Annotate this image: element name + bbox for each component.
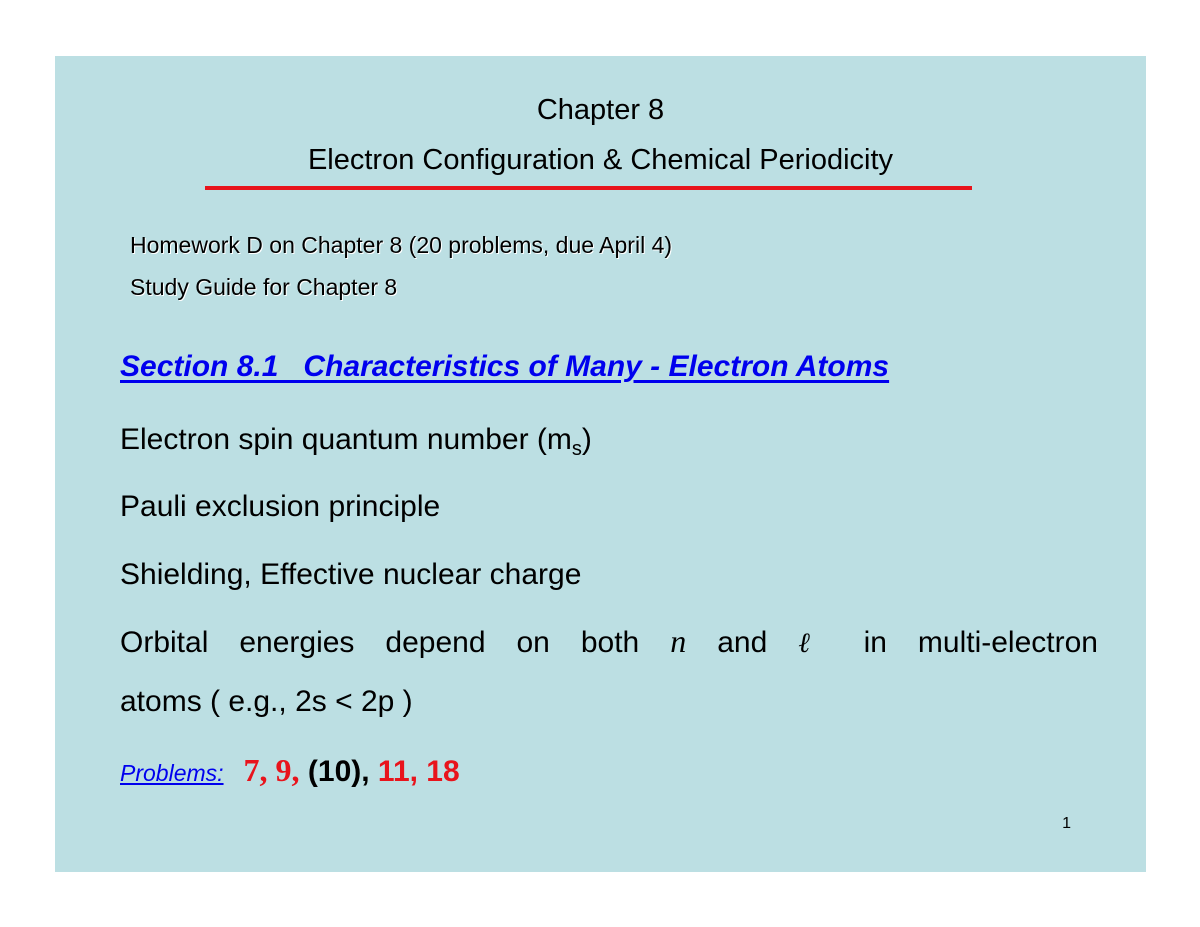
problems-list-a: 7, 9,: [243, 752, 300, 788]
bullet-text: and: [717, 626, 768, 659]
problems-list-b: (10),: [307, 755, 370, 788]
section-heading: Section 8.1 Characteristics of Many - Electron Atoms: [120, 350, 890, 383]
bullet-shielding: Shielding, Effective nuclear charge: [120, 558, 582, 591]
bullet-orbital-energies: [120, 623, 1098, 660]
study-guide-line: Study Guide for Chapter 8: [130, 274, 398, 300]
slide: [55, 56, 1146, 872]
variable-l: ℓ: [798, 626, 833, 659]
chapter-title: Chapter 8: [536, 94, 665, 126]
homework-line: Homework D on Chapter 8 (20 problems, due April 4): [130, 232, 673, 258]
bullet-text: Orbital energies depend on both: [120, 626, 640, 659]
bullet-orbital-energies-cont: atoms ( e.g., 2s < 2p ): [120, 685, 413, 718]
chapter-subtitle: Electron Configuration & Chemical Periodicity: [307, 144, 894, 176]
problems-row: [120, 752, 460, 789]
problems-link[interactable]: Problems:: [120, 760, 224, 786]
bullet-text: in multi-electron: [863, 626, 1098, 659]
bullet-spin-quantum-number: [120, 423, 592, 461]
problems-list-c: 11, 18: [377, 755, 460, 788]
page-number: 1: [1062, 815, 1071, 832]
variable-n: n: [670, 623, 687, 659]
bullet-text: Electron spin quantum number (m: [120, 423, 572, 456]
bullet-pauli: Pauli exclusion principle: [120, 490, 441, 523]
bullet-close: ): [581, 423, 592, 456]
title-underline: [205, 186, 972, 190]
subscript-s: s: [571, 438, 582, 460]
